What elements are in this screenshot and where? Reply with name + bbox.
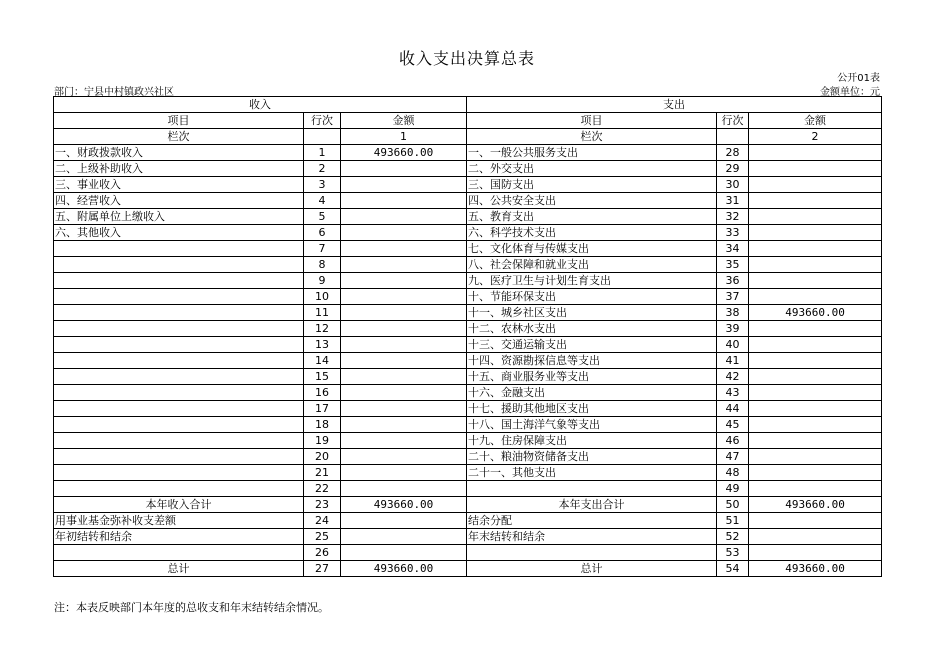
expense-item-cell: 四、公共安全支出 [467,193,717,209]
income-amount-cell: 493660.00 [341,145,467,161]
table-row [54,417,882,433]
table-row [54,353,882,369]
income-line-no-cell: 9 [304,273,341,289]
income-item-cell [54,433,304,449]
income-item-cell [54,481,304,497]
expense-column-blank [717,129,749,145]
income-amount-cell [341,417,467,433]
table-row [54,193,882,209]
table-row [54,241,882,257]
income-amount-cell [341,273,467,289]
expense-line-no-cell: 32 [717,209,749,225]
expense-column-label: 栏次 [467,129,717,145]
income-amount-cell [341,513,467,529]
expense-amount-cell [749,161,882,177]
income-amount-cell [341,177,467,193]
expense-line-no-cell: 44 [717,401,749,417]
expense-line-no-cell: 37 [717,289,749,305]
report-title: 收入支出决算总表 [398,49,535,68]
income-item-cell: 五、附属单位上缴收入 [54,209,304,225]
table-row [54,513,882,529]
income-amount-cell: 493660.00 [341,561,467,577]
expense-item-cell: 九、医疗卫生与计划生育支出 [467,273,717,289]
income-item-cell: 四、经营收入 [54,193,304,209]
expense-item-cell: 八、社会保障和就业支出 [467,257,717,273]
income-amount-cell [341,305,467,321]
expense-line-no-cell: 28 [717,145,749,161]
amount-unit-label: 金额单位：元 [820,87,880,98]
income-amount-cell [341,193,467,209]
table-row [54,481,882,497]
expense-column-index: 2 [749,129,882,145]
income-line-no-cell: 11 [304,305,341,321]
income-item-cell: 六、其他收入 [54,225,304,241]
expense-amount-cell [749,257,882,273]
income-line-no-cell: 15 [304,369,341,385]
income-item-cell: 总计 [54,561,304,577]
income-item-cell [54,417,304,433]
expense-item-cell: 十七、援助其他地区支出 [467,401,717,417]
income-item-cell [54,449,304,465]
income-line-no-cell: 6 [304,225,341,241]
income-line-no-cell: 22 [304,481,341,497]
expense-line-no-cell: 49 [717,481,749,497]
income-item-cell [54,273,304,289]
expense-amount-cell [749,369,882,385]
subtotal-row [54,497,882,513]
income-amount-header: 金额 [341,113,467,129]
expense-amount-cell [749,401,882,417]
expense-item-cell: 总计 [467,561,717,577]
section-header-row [54,97,882,113]
table-row [54,161,882,177]
table-row [54,401,882,417]
income-item-cell [54,257,304,273]
table-row [54,209,882,225]
table-row [54,433,882,449]
expense-amount-cell [749,145,882,161]
expense-amount-cell [749,177,882,193]
income-line-no-cell: 21 [304,465,341,481]
income-line-no-cell: 18 [304,417,341,433]
income-item-cell: 一、财政拨款收入 [54,145,304,161]
table-row [54,465,882,481]
expense-line-no-header: 行次 [717,113,749,129]
expense-line-no-cell: 50 [717,497,749,513]
income-amount-cell [341,449,467,465]
income-line-no-cell: 12 [304,321,341,337]
expense-amount-cell [749,289,882,305]
expense-line-no-cell: 29 [717,161,749,177]
expense-amount-cell [749,321,882,337]
expense-amount-cell [749,273,882,289]
expense-line-no-cell: 45 [717,417,749,433]
income-item-cell: 三、事业收入 [54,177,304,193]
income-line-no-cell: 25 [304,529,341,545]
income-line-no-cell: 13 [304,337,341,353]
expense-item-cell: 一、一般公共服务支出 [467,145,717,161]
expense-line-no-cell: 54 [717,561,749,577]
expense-line-no-cell: 52 [717,529,749,545]
table-row [54,289,882,305]
expense-line-no-cell: 38 [717,305,749,321]
expense-item-cell: 十四、资源勘探信息等支出 [467,353,717,369]
income-item-cell [54,545,304,561]
expense-amount-cell [749,529,882,545]
expense-item-cell: 十一、城乡社区支出 [467,305,717,321]
income-line-no-cell: 20 [304,449,341,465]
income-line-no-cell: 26 [304,545,341,561]
income-line-no-cell: 4 [304,193,341,209]
form-code: 公开01表 [837,73,880,84]
table-row [54,305,882,321]
income-line-no-cell: 17 [304,401,341,417]
expense-amount-cell [749,481,882,497]
expense-item-header: 项目 [467,113,717,129]
income-amount-cell [341,321,467,337]
expense-amount-cell [749,513,882,529]
expense-line-no-cell: 36 [717,273,749,289]
income-amount-cell [341,241,467,257]
income-item-cell [54,289,304,305]
income-amount-cell [341,481,467,497]
table-body [54,97,882,577]
footnote: 注：本表反映部门本年度的总收支和年末结转结余情况。 [54,601,329,614]
income-item-cell [54,369,304,385]
income-amount-cell [341,545,467,561]
income-amount-cell: 493660.00 [341,497,467,513]
income-item-cell: 本年收入合计 [54,497,304,513]
income-line-no-cell: 14 [304,353,341,369]
income-amount-cell [341,161,467,177]
expense-line-no-cell: 41 [717,353,749,369]
table-row [54,449,882,465]
expense-line-no-cell: 31 [717,193,749,209]
income-item-cell [54,465,304,481]
expense-line-no-cell: 33 [717,225,749,241]
income-amount-cell [341,225,467,241]
expense-line-no-cell: 47 [717,449,749,465]
table-row [54,385,882,401]
expense-item-cell: 结余分配 [467,513,717,529]
expense-item-cell: 十二、农林水支出 [467,321,717,337]
table-row [54,545,882,561]
table-row [54,369,882,385]
expense-item-cell: 十六、金融支出 [467,385,717,401]
expense-amount-cell [749,465,882,481]
income-line-no-cell: 23 [304,497,341,513]
expense-amount-cell [749,417,882,433]
income-amount-cell [341,257,467,273]
table-row [54,257,882,273]
income-line-no-cell: 2 [304,161,341,177]
expense-item-cell: 十、节能环保支出 [467,289,717,305]
table-row [54,337,882,353]
income-amount-cell [341,529,467,545]
income-amount-cell [341,353,467,369]
income-section-header: 收入 [54,97,467,113]
table-row [54,273,882,289]
expense-line-no-cell: 53 [717,545,749,561]
expense-amount-cell [749,433,882,449]
expense-amount-header: 金额 [749,113,882,129]
income-column-label: 栏次 [54,129,304,145]
expense-amount-cell [749,337,882,353]
income-amount-cell [341,337,467,353]
income-line-no-cell: 5 [304,209,341,225]
expense-item-cell: 二十一、其他支出 [467,465,717,481]
expense-item-cell: 七、文化体育与传媒支出 [467,241,717,257]
income-amount-cell [341,369,467,385]
income-amount-cell [341,209,467,225]
expense-line-no-cell: 35 [717,257,749,273]
income-line-no-cell: 8 [304,257,341,273]
income-item-cell: 用事业基金弥补收支差额 [54,513,304,529]
expense-line-no-cell: 30 [717,177,749,193]
expense-item-cell: 五、教育支出 [467,209,717,225]
expense-line-no-cell: 42 [717,369,749,385]
table-row [54,321,882,337]
expense-amount-cell [749,209,882,225]
expense-item-cell: 十九、住房保障支出 [467,433,717,449]
income-amount-cell [341,385,467,401]
expense-line-no-cell: 46 [717,433,749,449]
expense-line-no-cell: 48 [717,465,749,481]
expense-amount-cell: 493660.00 [749,561,882,577]
expense-item-cell: 二十、粮油物资储备支出 [467,449,717,465]
income-item-cell: 二、上级补助收入 [54,161,304,177]
department-label: 部门：宁县中村镇政兴社区 [54,87,174,98]
income-line-no-header: 行次 [304,113,341,129]
expense-item-cell: 十三、交通运输支出 [467,337,717,353]
table-row [54,529,882,545]
expense-line-no-cell: 43 [717,385,749,401]
table-row [54,225,882,241]
column-header-row [54,113,882,129]
expense-amount-cell [749,449,882,465]
expense-item-cell [467,545,717,561]
income-line-no-cell: 27 [304,561,341,577]
expense-amount-cell [749,241,882,257]
expense-section-header: 支出 [467,97,882,113]
expense-amount-cell [749,225,882,241]
expense-amount-cell [749,385,882,401]
expense-line-no-cell: 51 [717,513,749,529]
income-line-no-cell: 7 [304,241,341,257]
expense-item-cell [467,481,717,497]
expense-item-cell: 二、外交支出 [467,161,717,177]
income-line-no-cell: 19 [304,433,341,449]
income-expense-table [53,96,882,577]
income-amount-cell [341,433,467,449]
total-row [54,561,882,577]
income-item-cell [54,321,304,337]
expense-item-cell: 六、科学技术支出 [467,225,717,241]
expense-amount-cell [749,193,882,209]
income-line-no-cell: 16 [304,385,341,401]
expense-amount-cell: 493660.00 [749,305,882,321]
income-item-cell: 年初结转和结余 [54,529,304,545]
column-index-row [54,129,882,145]
expense-item-cell: 十八、国土海洋气象等支出 [467,417,717,433]
expense-line-no-cell: 39 [717,321,749,337]
income-line-no-cell: 3 [304,177,341,193]
expense-item-cell: 年末结转和结余 [467,529,717,545]
income-item-cell [54,401,304,417]
income-column-index: 1 [341,129,467,145]
expense-item-cell: 十五、商业服务业等支出 [467,369,717,385]
income-line-no-cell: 1 [304,145,341,161]
income-column-blank [304,129,341,145]
income-item-cell [54,241,304,257]
expense-line-no-cell: 34 [717,241,749,257]
income-item-cell [54,353,304,369]
expense-line-no-cell: 40 [717,337,749,353]
income-item-cell [54,305,304,321]
income-line-no-cell: 10 [304,289,341,305]
table-row [54,177,882,193]
expense-amount-cell [749,545,882,561]
expense-amount-cell: 493660.00 [749,497,882,513]
income-item-header: 项目 [54,113,304,129]
expense-item-cell: 本年支出合计 [467,497,717,513]
income-item-cell [54,337,304,353]
income-line-no-cell: 24 [304,513,341,529]
income-item-cell [54,385,304,401]
income-amount-cell [341,465,467,481]
expense-item-cell: 三、国防支出 [467,177,717,193]
expense-amount-cell [749,353,882,369]
table-row [54,145,882,161]
income-amount-cell [341,401,467,417]
income-amount-cell [341,289,467,305]
